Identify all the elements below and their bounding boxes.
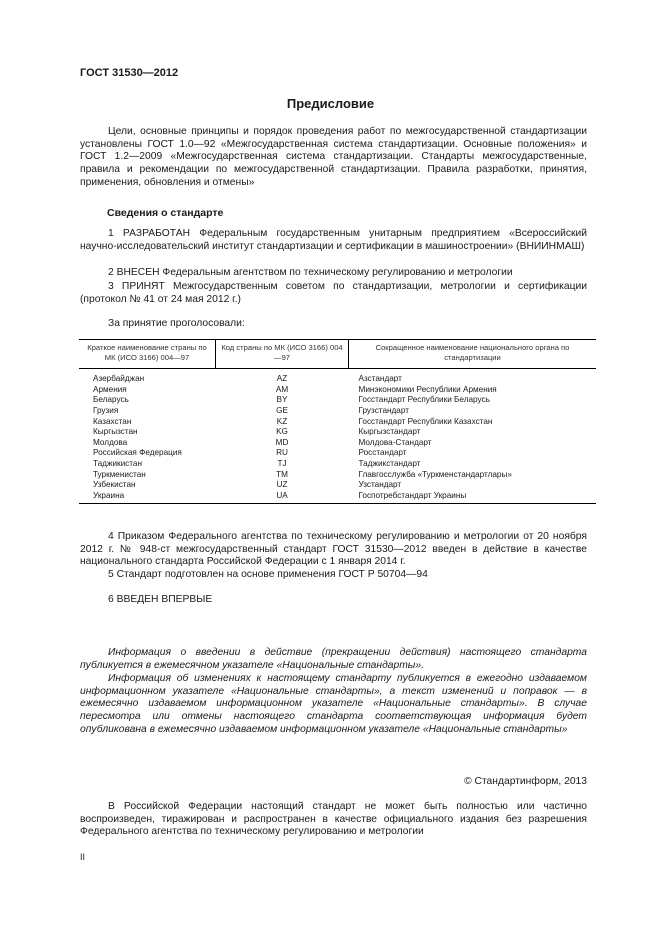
table-row xyxy=(79,374,596,385)
body-cell: Госпотребстандарт Украины xyxy=(349,491,597,504)
country-cell: Туркменистан xyxy=(93,469,146,479)
table-row xyxy=(79,469,596,480)
body-cell: Росстандарт xyxy=(358,448,407,458)
table-row xyxy=(79,406,596,417)
code-cell: UZ xyxy=(276,480,288,490)
body-cell: Узстандарт xyxy=(358,480,402,490)
country-cell: Украина xyxy=(79,491,216,504)
country-cell: Армения xyxy=(93,384,127,394)
country-cell: Беларусь xyxy=(93,395,129,405)
country-cell: Молдова xyxy=(93,437,128,447)
code-cell: GE xyxy=(276,406,288,416)
code-cell: AM xyxy=(275,384,289,394)
body-cell: Молдова-Стандарт xyxy=(358,437,432,447)
info-heading: Сведения о стандарте xyxy=(107,207,224,219)
body-cell: Главгосслужба «Туркменстандартлары» xyxy=(358,469,512,479)
table-row xyxy=(79,438,596,449)
table-row xyxy=(79,480,596,491)
code-cell: TJ xyxy=(277,459,287,469)
col-header-country: Краткое наименование страны по МК (ИСО 3166) 004—97 xyxy=(79,340,216,369)
country-cell: Узбекистан xyxy=(93,480,136,490)
rights-notice: В Российской Федерации настоящий стандарт не может быть полностью или частично воспроизведен, тиражирован и распространен в качестве официального издания без разрешения Федерального агентства по техническому регулированию и метрологии xyxy=(80,801,587,838)
code-cell: UA xyxy=(216,491,349,504)
item-6: 6 ВВЕДЕН ВПЕРВЫЕ xyxy=(108,594,213,605)
table-row xyxy=(79,448,596,459)
code-cell: KG xyxy=(276,427,288,437)
code-cell: MD xyxy=(275,437,289,447)
copyright: © Стандартинформ, 2013 xyxy=(464,776,587,787)
item-1: 1 РАЗРАБОТАН Федеральным государственным унитарным предприятием «Всероссийский научно-исследовательский институт стандартизации и сертификации в машиностроении» (ВНИИНМАШ) xyxy=(80,228,587,252)
table-row xyxy=(79,395,596,406)
body-cell: Азстандарт xyxy=(358,374,402,384)
intro-paragraph: Цели, основные принципы и порядок проведения работ по межгосударственной стандартизации установлены ГОСТ 1.0—92 «Межгосударственная система стандартизации. Основные положения» и ГОСТ 1.2—2009 «Межгосударственная система стандартизации. Стандарты межгосударственные, правила и рекомендации по межгосударственной стандартизации. Правила разработки, принятия, применения, обновления и отмены» xyxy=(80,126,587,188)
notice-paragraph-2: Информация об изменениях к настоящему стандарту публикуется в ежегодно издаваемом информационном указателе «Национальные стандарты», а текст изменений и поправок — в ежемесячно издаваемом информационном указателе «Национальные стандарты». В случае пересмотра или отмены настоящего стандарта соответствующая информация будет опубликована в ежемесячно издаваемом информационном указателе «Национальные стандарты» xyxy=(80,673,587,735)
body-cell: Госстандарт Республики Беларусь xyxy=(358,395,490,405)
country-cell: Российская Федерация xyxy=(93,448,182,458)
doc-code-header: ГОСТ 31530—2012 xyxy=(80,67,179,79)
table-row xyxy=(79,385,596,396)
body-cell: Таджикстандарт xyxy=(358,459,421,469)
body-cell: Минэкономики Республики Армения xyxy=(358,384,497,394)
table-row xyxy=(79,491,596,504)
page-number: II xyxy=(80,852,86,862)
item-5: 5 Стандарт подготовлен на основе применения ГОСТ Р 50704—94 xyxy=(108,569,428,580)
table-row xyxy=(79,427,596,438)
country-cell: Азербайджан xyxy=(93,374,145,384)
table-row xyxy=(79,459,596,470)
voted-label: За принятие проголосовали: xyxy=(108,318,245,329)
page-title: Предисловие xyxy=(286,96,375,111)
country-cell: Таджикистан xyxy=(93,459,142,469)
code-cell: KZ xyxy=(276,416,288,426)
table-body xyxy=(79,369,596,504)
item-4: 4 Приказом Федерального агентства по техническому регулированию и метрологии от 20 ноября 2012 г. № 948-ст межгосударственный стандарт ГОСТ 31530—2012 введен в действие в качестве национального стандарта Российской Федерации с 1 января 2014 г. xyxy=(80,531,587,568)
code-cell: TM xyxy=(276,469,288,479)
col-header-code: Код страны по МК (ИСО 3166) 004—97 xyxy=(216,340,349,369)
table-row xyxy=(79,416,596,427)
country-cell: Грузия xyxy=(93,406,119,416)
body-cell: Госстандарт Республики Казахстан xyxy=(358,416,493,426)
body-cell: Грузстандарт xyxy=(358,406,409,416)
col-header-body: Сокращенное наименование национального органа по стандартизации xyxy=(349,340,597,369)
body-cell: Кыргызстандарт xyxy=(358,427,421,437)
item-2: 2 ВНЕСЕН Федеральным агентством по техническому регулированию и метрологии xyxy=(108,267,513,278)
code-cell: RU xyxy=(276,448,288,458)
voting-table xyxy=(79,339,596,504)
table-header-row xyxy=(79,340,596,369)
country-cell: Казахстан xyxy=(93,416,132,426)
item-3: 3 ПРИНЯТ Межгосударственным советом по стандартизации, метрологии и сертификации (протокол № 41 от 24 мая 2012 г.) xyxy=(80,281,587,305)
code-cell: BY xyxy=(276,395,288,405)
country-cell: Кыргызстан xyxy=(93,427,138,437)
notice-paragraph-1: Информация о введении в действие (прекращении действия) настоящего стандарта публикуется в ежемесячном указателе «Национальные стандарты». xyxy=(80,647,587,671)
code-cell: AZ xyxy=(276,374,288,384)
